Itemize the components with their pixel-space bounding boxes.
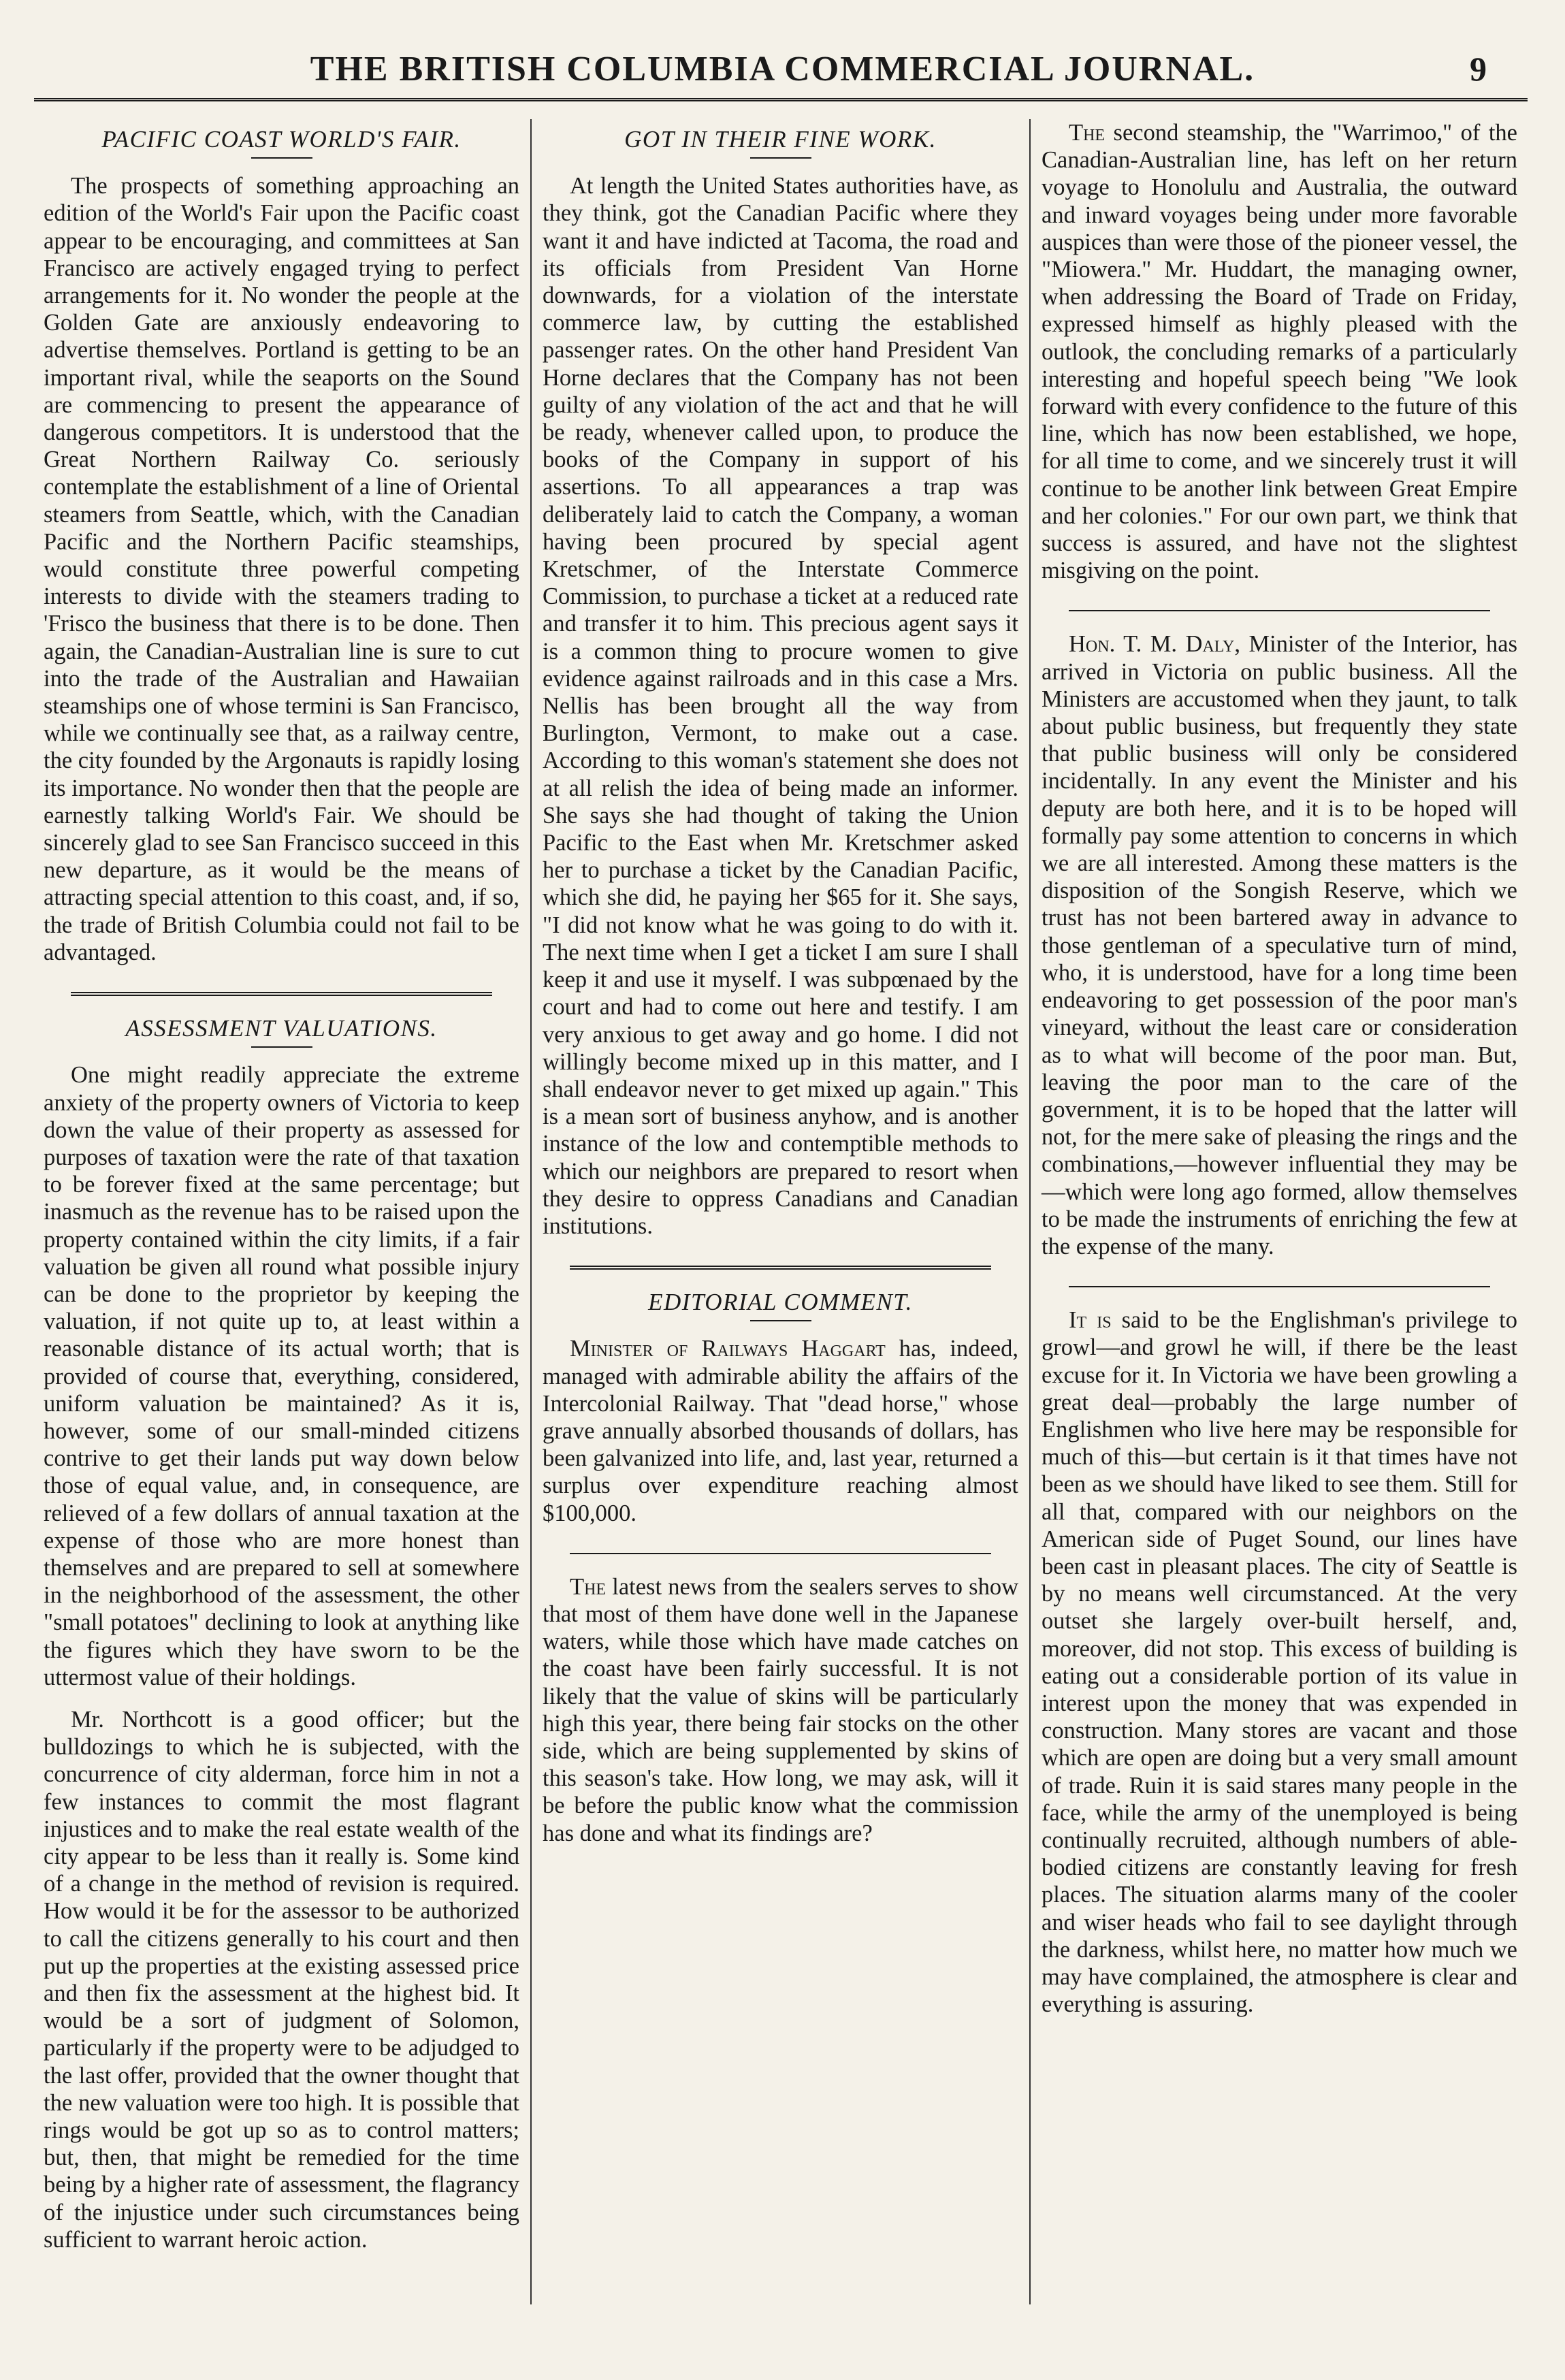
editorial-item-lead: It is [1069, 1307, 1112, 1334]
editorial-item [543, 1573, 1018, 1847]
editorial-item-text: second steamship, the "Warrimoo," of the Canadian-Australian line, has left on her return voyage to Honolulu and Australia, the outward and inward voyages being under more favorable auspices than were those of the pioneer vessel, the "Miowera." Mr. Huddart, the managing owner, when addressing the Board of Trade on Friday, expressed himself as highly pleased with the outlook, the concluding remarks of a particularly interesting and hopeful speech being "We look forward with every confidence to the future of this line, which has now been established, we hope, for all time to come, and we sincerely trust it will continue to be another link between Great Empire and her colonies." For our own part, we think that success is assured, and have not the slightest misgiving on the point. [1042, 120, 1517, 584]
article-body-fine-work: At length the United States authorities have, as they think, got the Canadian Pacific where they want it and have indicted at Tacoma, the road and its officials from President Van Horne downwards, for a violation of the interstate commerce law, by cutting the established passenger rates. On the other hand President Van Horne declares that the Company has not been guilty of any violation of the act and that he will be ready, whenever called upon, to produce the books of the Company in support of his assertions. To all appearances a trap was deliberately laid to catch the Company, a woman having been procured by special agent Kretschmer, of the Interstate Commerce Commission, to purchase a ticket at a reduced rate and transfer it to him. This precious agent says it is a common thing to procure women to give evidence against railroads and in this case a Mrs. Nellis has been brought all the way from Burlington, Vermont, to make out a case. According to this woman's statement she does not at all relish the idea of being made an informer. She says she had thought of taking the Union Pacific to the East when Mr. Kretschmer asked her to purchase a ticket by the Canadian Pacific, which she did, he paying her $65 for it. She says, "I did not know what he was going to do with it. The next time when I get a ticket I am sure I shall keep it and use it myself. I was subpœnaed by the court and had to come out here and testify. I am very anxious to get away and go home. I did not willingly become mixed up in this matter, and I shall endeavor never to get mixed up again." This is a mean sort of business anyhow, and is another instance of the low and contemptible methods to which our neighbors are prepared to resort when they desire to oppress Canadians and Canadian institutions. [543, 173, 1018, 1239]
article-columns [34, 119, 1528, 2304]
editorial-item-lead: The [570, 1573, 607, 1600]
editorial-item-text: has, indeed, managed with admirable ability the affairs of the Intercolonial Railway. That "dead horse," whose grave annually absorbed thousands of dollars, has been galvanized into life, and, last year, returned a surplus over expenditure reaching almost $100,000. [543, 1336, 1018, 1526]
journal-title: THE BRITISH COLUMBIA COMMERCIAL JOURNAL. [310, 50, 1255, 89]
page-number: 9 [1470, 50, 1487, 88]
divider [1069, 1286, 1490, 1287]
section-divider [570, 1266, 991, 1270]
editorial-item-lead: The [1069, 120, 1106, 146]
editorial-item-text: Minister of the Interior, has arrived in Victoria on public business. All the Ministers are accustomed when they jaunt, to talk about public business, but frequently they state that public business will only be considered incidentally. In any event the Minister and his deputy are both here, and it is to be hoped will formally pay some attention to concerns in which we are all interested. Among these matters is the disposition of the Songish Reserve, which we trust has not been bartered away in advance to those gentleman of a speculative turn of mind, who, it is understood, have for a long time been endeavoring to get possession of the poor man's vineyard, without the least care or consideration as to what will become of the poor man. But, leaving the poor man to the care of the government, it is to be hoped that the latter will not, for the mere sake of pleasing the rings and the combinations,—however influential they may be—which were long ago formed, allow themselves to be made the instruments of enriching the few at the expense of the many. [1042, 631, 1517, 1259]
editorial-item [543, 1335, 1018, 1526]
editorial-item [1042, 1306, 1517, 2018]
editorial-item-lead: Hon. T. M. Daly, [1069, 631, 1240, 658]
editorial-item-lead: Minister of Railways Haggart [570, 1336, 886, 1362]
divider [251, 1046, 312, 1048]
article-body-assessment-1: One might readily appreciate the extreme anxiety of the property owners of Victoria to keep down the value of their property as assessed for purposes of taxation were the rate of that taxation to be forever fixed at the same percentage; but inasmuch as the revenue has to be raised upon the property contained within the city limits, if a fair valuation be given all round what possible injury can be done to the proprietor by keeping the valuation, if not quite up to, at least within a reasonable distance of its actual worth; that is provided of course that, everything, considered, uniform valuation be maintained? As it is, however, some of our small-minded citizens contrive to get their lands put way down below those of equal value, and, in consequence, are relieved of a few dollars of annual taxation at the expense of those who are more honest than themselves and are prepared to sell at somewhere in the neighborhood of the assessment, the other "small potatoes" declining to look at anything like the figures which they have sworn to be the uttermost value of their holdings. [44, 1062, 519, 1690]
section-divider [71, 992, 492, 996]
divider [750, 157, 811, 159]
divider [1069, 610, 1490, 611]
editorial-item [1042, 119, 1517, 584]
divider [570, 1553, 991, 1554]
divider [750, 1320, 811, 1321]
article-body-assessment-2: Mr. Northcott is a good officer; but the bulldozings to which he is subjected, with the concurrence of city alderman, force him in not a few instances to commit the most flagrant injustices and to make the real estate wealth of the city appear to be less than it really is. Some kind of a change in the method of revision is required. How would it be for the assessor to be authorized to call the citizens generally to his court and then put up the properties at the existing assessed price and then fix the assessment at the highest bid. It would be a sort of judgment of Solomon, particularly if the property were to be adjudged to the last offer, provided that the owner thought that the new valuation were too high. It is possible that rings would be got up so as to control matters; but, then, that might be remedied for the time being by a higher rate of assessment, the flagrancy of the injustice under such circumstances being sufficient to warrant heroic action. [44, 1706, 519, 2253]
column-left [34, 119, 530, 2304]
masthead [0, 35, 1565, 103]
editorial-item [1042, 630, 1517, 1260]
editorial-item-text: said to be the Englishman's privilege to growl—and growl he will, if there be the least excuse for it. In Victoria we have been growling a great deal—probably the large number of Englishmen who live here may be responsible for much of this—but certain is it that times have not been as we should have liked to see them. Still for all that, compared with our neighbors on the American side of Puget Sound, our lines have been cast in pleasant places. The city of Seattle is by no means well circumstanced. At the very outset she largely over-built herself, and, moreover, did not stop. This excess of building is eating out a considerable portion of its value in interest upon the money that was expended in construction. Many stores are vacant and those which are open are doing but a very small amount of trade. Ruin it is said stares many people in the face, while the army of the unemployed is being continually recruited, although numbers of able-bodied citizens are constantly leaving for fresh places. The situation alarms many of the cooler and wiser heads who fail to see daylight through the darkness, whilst here, no matter how much we may have complained, the atmosphere is clear and everything is assuring. [1042, 1307, 1517, 2018]
headline-pacific-fair: PACIFIC COAST WORLD'S FAIR. [101, 126, 462, 152]
column-right [1029, 119, 1528, 2304]
article-body-pacific-fair: The prospects of something approaching an edition of the World's Fair upon the Pacific coast appear to be encouraging, and committees at San Francisco are actively engaged trying to perfect arrangements for it. No wonder the people at the Golden Gate are anxiously endeavoring to advertise themselves. Portland is getting to be an important rival, while the seaports on the Sound are commencing to present the appearance of dangerous competitors. It is understood that the Great Northern Railway Co. seriously contemplate the establishment of a line of Oriental steamers from Seattle, which, with the Canadian Pacific and the Northern Pacific steamships, would constitute three powerful competing interests to divide with the steamers trading to 'Frisco the business that there is to be done. Then again, the Canadian-Australian line is sure to cut into the trade of the Australian and Hawaiian steamships one of whose termini is San Francisco, while we continually see that, as a railway centre, the city founded by the Argonauts is rapidly losing its importance. No wonder then that the people are earnestly talking World's Fair. We should be sincerely glad to see San Francisco succeed in this new departure, as it would be the means of attracting special attention to this coast, and, if so, the trade of British Columbia could not fail to be advantaged. [44, 173, 519, 965]
divider [251, 157, 312, 159]
headline-fine-work: GOT IN THEIR FINE WORK. [624, 126, 937, 152]
editorial-item-text: latest news from the sealers serves to show that most of them have done well in the Japanese waters, while those which have made catches on the coast have been fairly successful. It is not likely that the value of skins will be particularly high this year, there being fair stocks on the other side, which are being supplemented by skins of this season's take. How long, we may ask, will it be before the public know what the commission has done and what its findings are? [543, 1573, 1018, 1846]
column-middle [530, 119, 1029, 2304]
headline-editorial: EDITORIAL COMMENT. [648, 1289, 913, 1316]
headline-assessment: ASSESSMENT VALUATIONS. [125, 1015, 438, 1042]
masthead-rule [34, 98, 1528, 101]
